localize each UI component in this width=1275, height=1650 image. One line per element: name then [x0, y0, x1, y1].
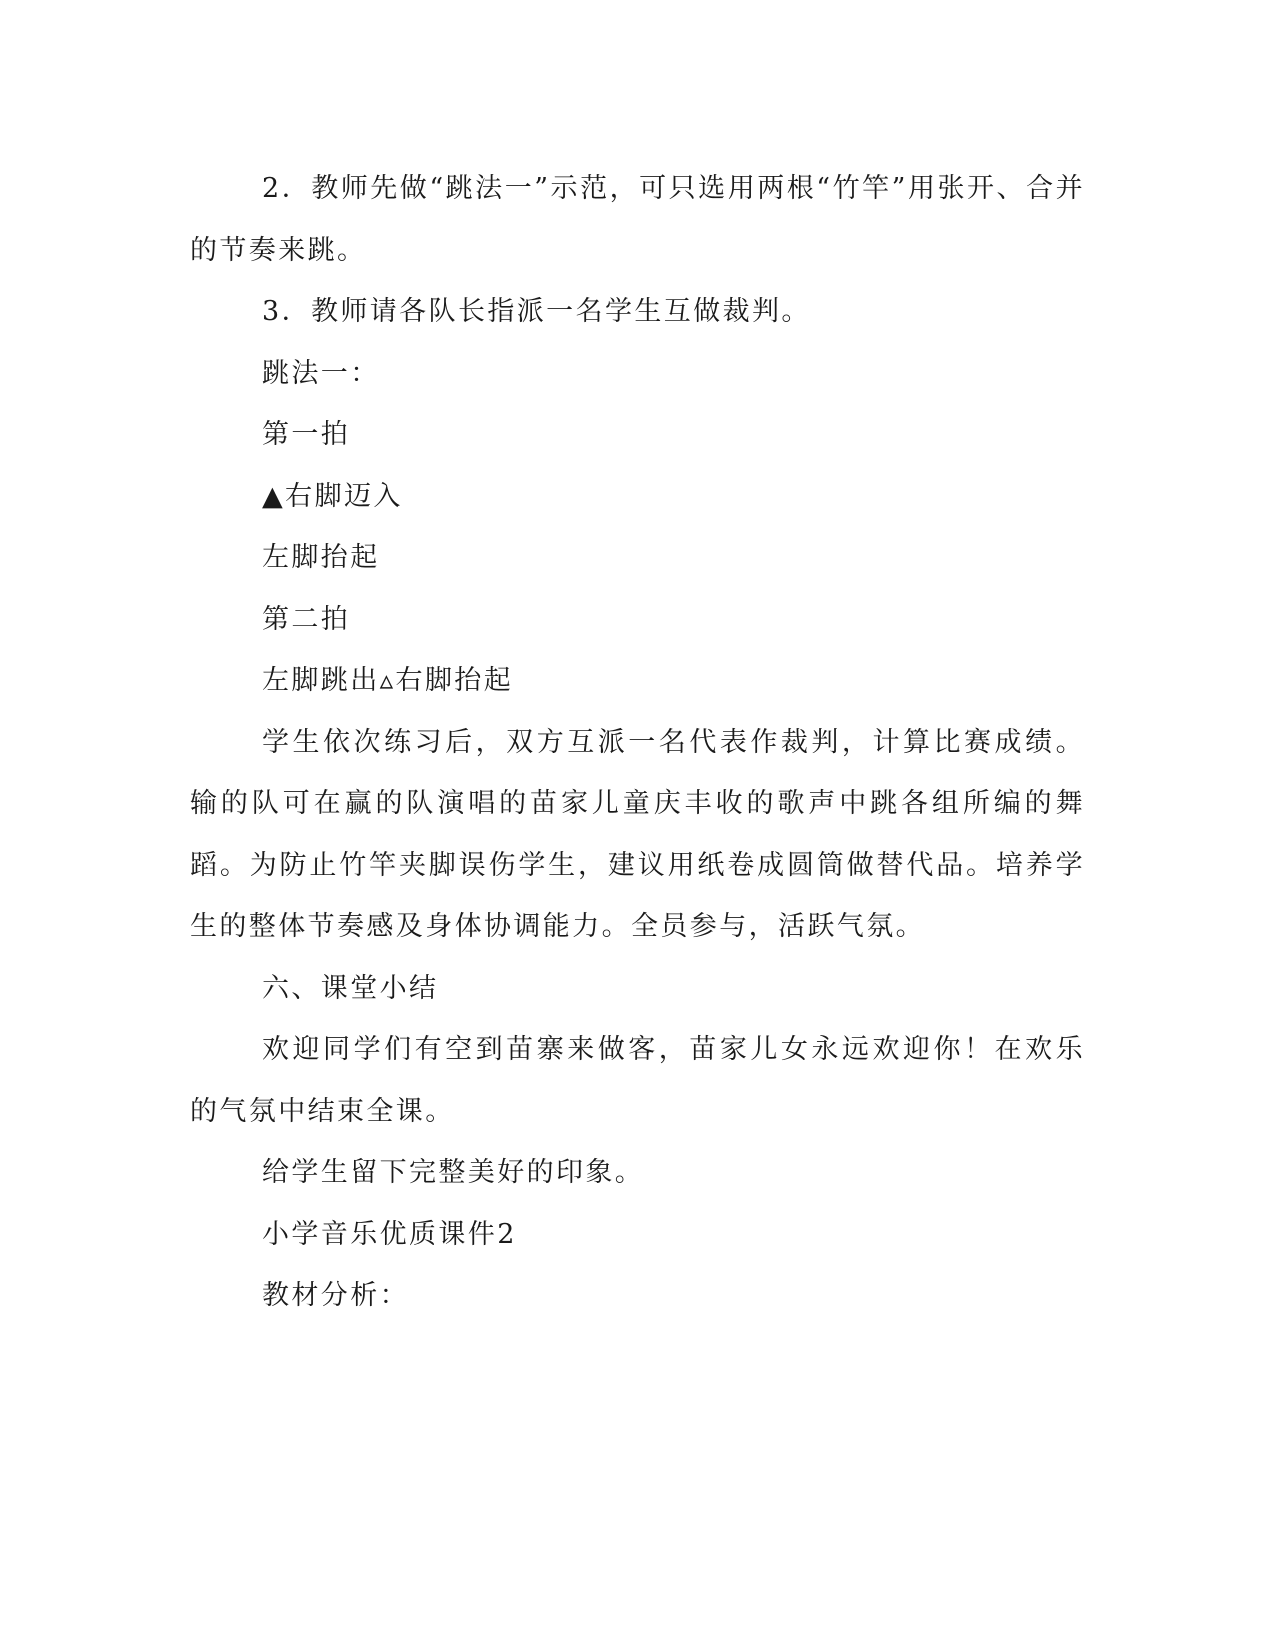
paragraph-welcome-text: 欢迎同学们有空到苗寨来做客，苗家儿女永远欢迎你！在欢乐的气氛中结束全课。 [190, 1034, 1085, 1127]
paragraph-right-foot-step: ▲右脚迈入 [262, 480, 403, 512]
paragraph-impression-text: 给学生留下完整美好的印象。 [262, 1157, 645, 1188]
paragraph-courseware-title: 小学音乐优质课件2 [262, 1218, 517, 1250]
paragraph-left-foot-lift: 左脚抬起 [262, 542, 380, 573]
paragraph-summary-heading: 六、课堂小结 [262, 972, 439, 1004]
paragraph-jump-method-heading: 跳法一： [262, 357, 380, 389]
paragraph-left-foot-jump: 左脚跳出▵右脚抬起 [262, 665, 514, 696]
paragraph-referee-instruction: 3．教师请各队长指派一名学生互做裁判。 [262, 296, 811, 327]
paragraph-second-beat: 第二拍 [262, 603, 351, 635]
paragraph-first-beat: 第一拍 [262, 419, 351, 450]
paragraph-demo-instruction: 2．教师先做“跳法一”示范，可只选用两根“竹竿”用张开、合并的节奏来跳。 [190, 173, 1085, 266]
paragraph-textbook-analysis: 教材分析： [262, 1280, 409, 1311]
paragraph-practice-description: 学生依次练习后，双方互派一名代表作裁判，计算比赛成绩。输的队可在赢的队演唱的苗家儿童庆丰收的歌声中跳各组所编的舞蹈。为防止竹竿夹脚误伤学生，建议用纸卷成圆筒做替代品。培养学生的整体节奏感及身体协调能力。全员参与，活跃气氛。 [190, 726, 1085, 942]
document-body [190, 158, 1085, 1327]
